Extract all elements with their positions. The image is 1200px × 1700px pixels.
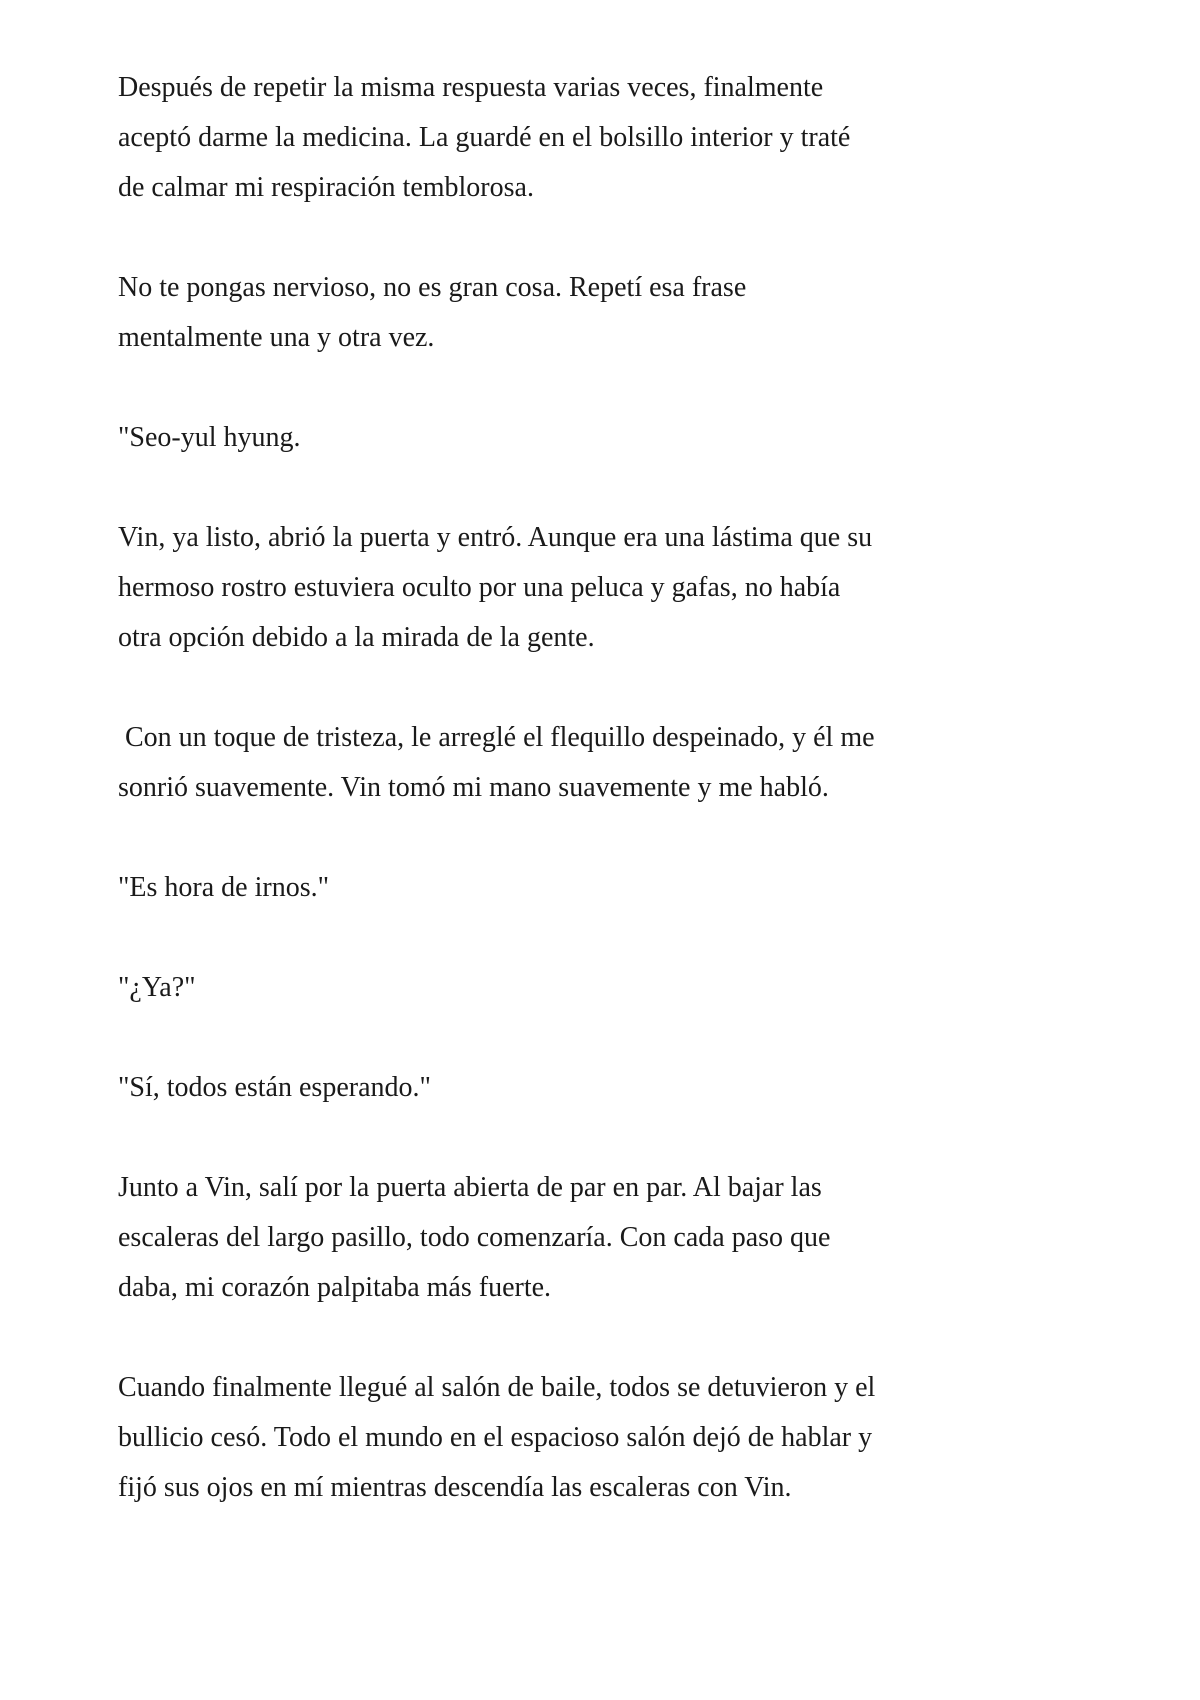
text-line: No te pongas nervioso, no es gran cosa. Repetí esa frase bbox=[118, 272, 747, 303]
text-line: otra opción debido a la mirada de la gente. bbox=[118, 622, 595, 653]
paragraph bbox=[118, 263, 1118, 363]
text-line: "Es hora de irnos." bbox=[118, 872, 330, 903]
text-line: de calmar mi respiración temblorosa. bbox=[118, 172, 534, 203]
text-line: aceptó darme la medicina. La guardé en el bolsillo interior y traté bbox=[118, 122, 851, 153]
paragraph bbox=[118, 1163, 1118, 1313]
text-line: bullicio cesó. Todo el mundo en el espacioso salón dejó de hablar y bbox=[118, 1422, 873, 1453]
text-line: daba, mi corazón palpitaba más fuerte. bbox=[118, 1272, 552, 1303]
text-line: "Sí, todos están esperando." bbox=[118, 1072, 431, 1103]
paragraph bbox=[118, 1063, 1118, 1113]
text-line: Después de repetir la misma respuesta varias veces, finalmente bbox=[118, 72, 824, 103]
text-line: "Seo-yul hyung. bbox=[118, 422, 301, 453]
text-line: Cuando finalmente llegué al salón de baile, todos se detuvieron y el bbox=[118, 1372, 876, 1403]
text-line: sonrió suavemente. Vin tomó mi mano suavemente y me habló. bbox=[118, 772, 829, 803]
text-line: fijó sus ojos en mí mientras descendía las escaleras con Vin. bbox=[118, 1472, 792, 1503]
paragraph bbox=[118, 513, 1118, 663]
paragraph bbox=[118, 1363, 1118, 1513]
paragraph bbox=[118, 413, 1118, 463]
text-line: Junto a Vin, salí por la puerta abierta de par en par. Al bajar las bbox=[118, 1172, 822, 1203]
text-line: Con un toque de tristeza, le arreglé el flequillo despeinado, y él me bbox=[118, 722, 875, 753]
document-body bbox=[118, 63, 1118, 1563]
paragraph bbox=[118, 863, 1118, 913]
text-line: escaleras del largo pasillo, todo comenzaría. Con cada paso que bbox=[118, 1222, 831, 1253]
paragraph bbox=[118, 713, 1118, 813]
text-line: mentalmente una y otra vez. bbox=[118, 322, 435, 353]
text-line: Vin, ya listo, abrió la puerta y entró. Aunque era una lástima que su bbox=[118, 522, 873, 553]
paragraph bbox=[118, 963, 1118, 1013]
text-line: "¿Ya?" bbox=[118, 972, 196, 1003]
paragraph bbox=[118, 63, 1118, 213]
text-line: hermoso rostro estuviera oculto por una peluca y gafas, no había bbox=[118, 572, 841, 603]
